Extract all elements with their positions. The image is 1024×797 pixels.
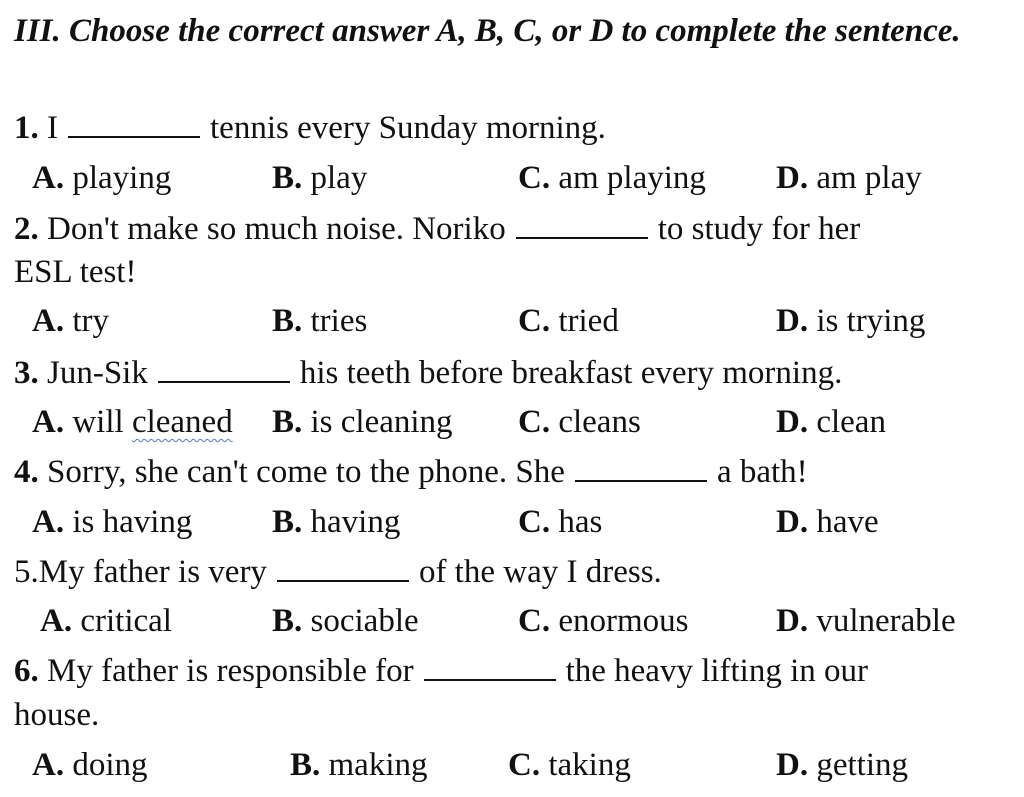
option-3d: D. clean (776, 404, 886, 440)
question-text-before: Don't make so much noise. Noriko (47, 211, 506, 247)
question-2-continuation: ESL test! (14, 254, 137, 290)
question-text-after: the heavy lifting in our (565, 653, 869, 689)
question-text-after: to study for her (657, 211, 861, 247)
option-3b: B. is cleaning (272, 404, 453, 440)
option-4b: B. having (272, 504, 401, 540)
question-2 (14, 209, 860, 249)
question-text-before: Sorry, she can't come to the phone. She (47, 454, 565, 490)
option-5a: A. critical (40, 603, 172, 639)
question-text-before: I (47, 110, 58, 146)
answer-blank (68, 110, 200, 138)
option-5b: B. sociable (272, 603, 419, 639)
question-number: 3. (14, 355, 39, 391)
option-4d: D. have (776, 504, 879, 540)
answer-blank (424, 653, 556, 681)
answer-blank (277, 554, 409, 582)
option-1a: A. playing (32, 160, 172, 196)
question-text-before: Jun-Sik (47, 355, 148, 391)
option-1d: D. am play (776, 160, 922, 196)
question-number: 6. (14, 653, 39, 689)
exercise-instruction: III. Choose the correct answer A, B, C, or D to complete the sentence. (14, 13, 961, 49)
answer-blank (575, 454, 707, 482)
question-3 (14, 353, 842, 393)
question-text-after: a bath! (716, 454, 808, 490)
option-2a: A. try (32, 303, 110, 339)
answer-blank (516, 211, 648, 239)
question-6 (14, 651, 868, 691)
question-text-before: My father is responsible for (47, 653, 414, 689)
question-number: 5. (14, 554, 39, 590)
option-2c: C. tried (518, 303, 619, 339)
option-5c: C. enormous (518, 603, 689, 639)
option-6b: B. making (290, 747, 428, 783)
option-5d: D. vulnerable (776, 603, 956, 639)
option-6d: D. getting (776, 747, 908, 783)
option-3c: C. cleans (518, 404, 641, 440)
answer-blank (158, 355, 290, 383)
spellcheck-underline: cleaned (131, 404, 233, 440)
question-6-continuation: house. (14, 697, 100, 733)
question-text-after: his teeth before breakfast every morning. (299, 355, 843, 391)
question-number: 4. (14, 454, 39, 490)
question-5 (14, 552, 662, 592)
option-3a: A. will cleaned (32, 404, 233, 440)
question-text-after: of the way I dress. (418, 554, 662, 590)
question-number: 1. (14, 110, 39, 146)
option-4c: C. has (518, 504, 603, 540)
option-4a: A. is having (32, 504, 193, 540)
option-1c: C. am playing (518, 160, 706, 196)
option-2d: D. is trying (776, 303, 926, 339)
question-text-before: My father is very (38, 554, 267, 590)
option-1b: B. play (272, 160, 368, 196)
question-1 (14, 108, 606, 148)
option-2b: B. tries (272, 303, 368, 339)
question-4 (14, 452, 808, 492)
option-6a: A. doing (32, 747, 148, 783)
question-text-after: tennis every Sunday morning. (210, 110, 606, 146)
option-6c: C. taking (508, 747, 631, 783)
question-number: 2. (14, 211, 39, 247)
